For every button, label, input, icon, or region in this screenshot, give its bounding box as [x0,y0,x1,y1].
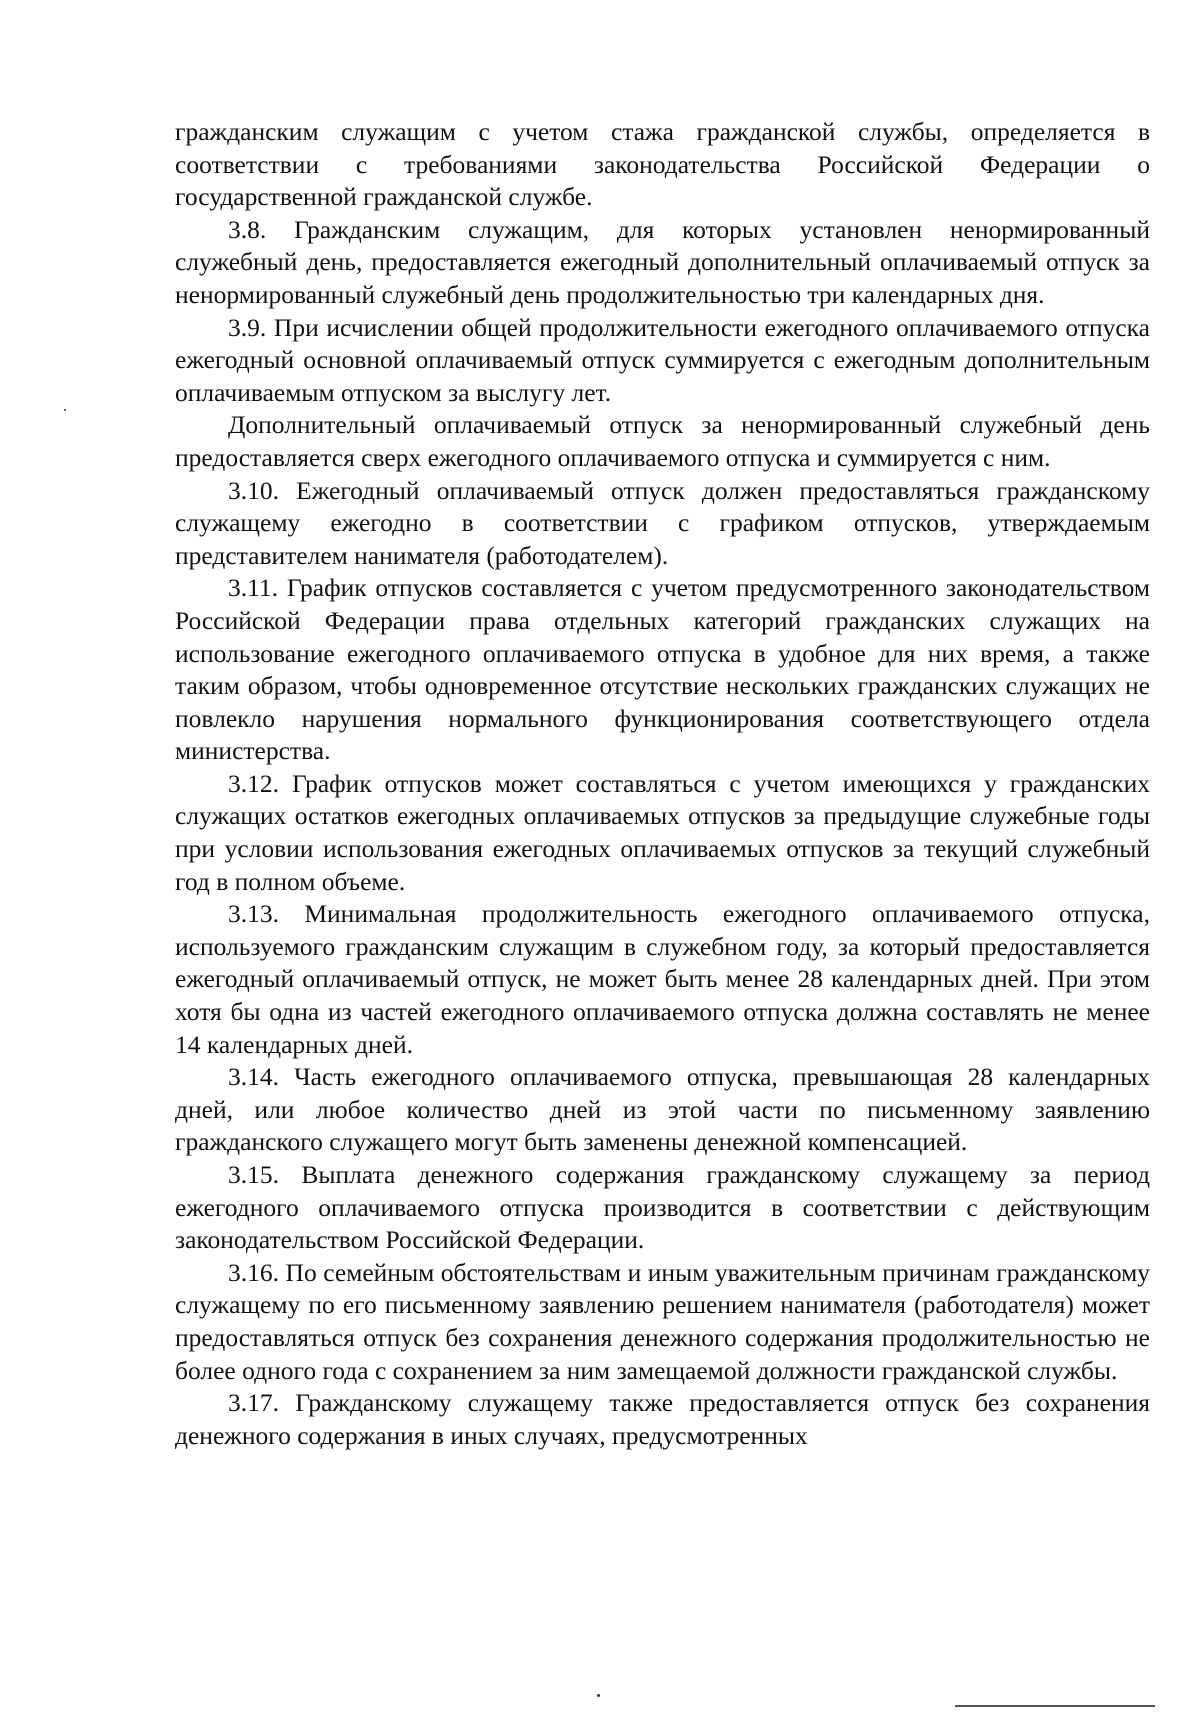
paragraph-3-11: 3.11. График отпусков составляется с учетом предусмотренного законодательством Российской Федерации права отдельных категорий гражданских служащих на использование ежегодного оплачиваемого отпуска в удобное для них время, а также таким образом, чтобы одновременное отсутствие нескольких гражданских служащих не повлекло нарушения нормального функционирования соответствующего отдела министерства. [175,573,1150,766]
paragraph-3-13: 3.13. Минимальная продолжительность ежегодного оплачиваемого отпуска, используемого гражданским служащим в служебном году, за который предоставляется ежегодный оплачиваемый отпуск, не может быть менее 28 календарных дней. При этом хотя бы одна из частей ежегодного оплачиваемого отпуска должна составлять не менее 14 календарных дней. [175,899,1150,1059]
document-body [175,116,1150,1452]
paragraph-3-9: 3.9. При исчислении общей продолжительности ежегодного оплачиваемого отпуска ежегодный основной оплачиваемый отпуск суммируется с ежегодным дополнительным оплачиваемым отпуском за выслугу лет. [175,312,1150,407]
scan-edge-line [955,1705,1155,1707]
paragraph-3-17: 3.17. Гражданскому служащему также предоставляется отпуск без сохранения денежного содержания в иных случаях, предусмотренных [175,1388,1150,1450]
paragraph-3-15: 3.15. Выплата денежного содержания гражданскому служащему за период ежегодного оплачиваемого отпуска производится в соответствии с действующим законодательством Российской Федерации. [175,1160,1150,1255]
scan-speck [597,1694,600,1697]
paragraph-3-9-addition: Дополнительный оплачиваемый отпуск за ненормированный служебный день предоставляется сверх ежегодного оплачиваемого отпуска и суммируется с ним. [175,410,1150,472]
paragraph-3-12: 3.12. График отпусков может составляться с учетом имеющихся у гражданских служащих остатков ежегодных оплачиваемых отпусков за предыдущие служебные годы при условии использования ежегодных оплачиваемых отпусков за текущий служебный год в полном объеме. [175,768,1150,896]
scan-speck [64,409,66,411]
paragraph-3-14: 3.14. Часть ежегодного оплачиваемого отпуска, превышающая 28 календарных дней, или любое количество дней из этой части по письменному заявлению гражданского служащего могут быть заменены денежной компенсацией. [175,1062,1150,1157]
paragraph-3-8: 3.8. Гражданским служащим, для которых установлен ненормированный служебный день, предоставляется ежегодный дополнительный оплачиваемый отпуск за ненормированный служебный день продолжительностью три календарных дня. [175,214,1150,309]
paragraph-3-16: 3.16. По семейным обстоятельствам и иным уважительным причинам гражданскому служащему по его письменному заявлению решением нанимателя (работодателя) может предоставляться отпуск без сохранения денежного содержания продолжительностью не более одного года с сохранением за ним замещаемой должности гражданской службы. [175,1257,1150,1385]
paragraph-3-10: 3.10. Ежегодный оплачиваемый отпуск должен предоставляться гражданскому служащему ежегодно в соответствии с графиком отпусков, утверждаемым представителем нанимателя (работодателем). [175,475,1150,570]
paragraph-continuation: гражданским служащим с учетом стажа гражданской службы, определяется в соответствии с требованиями законодательства Российской Федерации о государственной гражданской службе. [175,117,1150,212]
